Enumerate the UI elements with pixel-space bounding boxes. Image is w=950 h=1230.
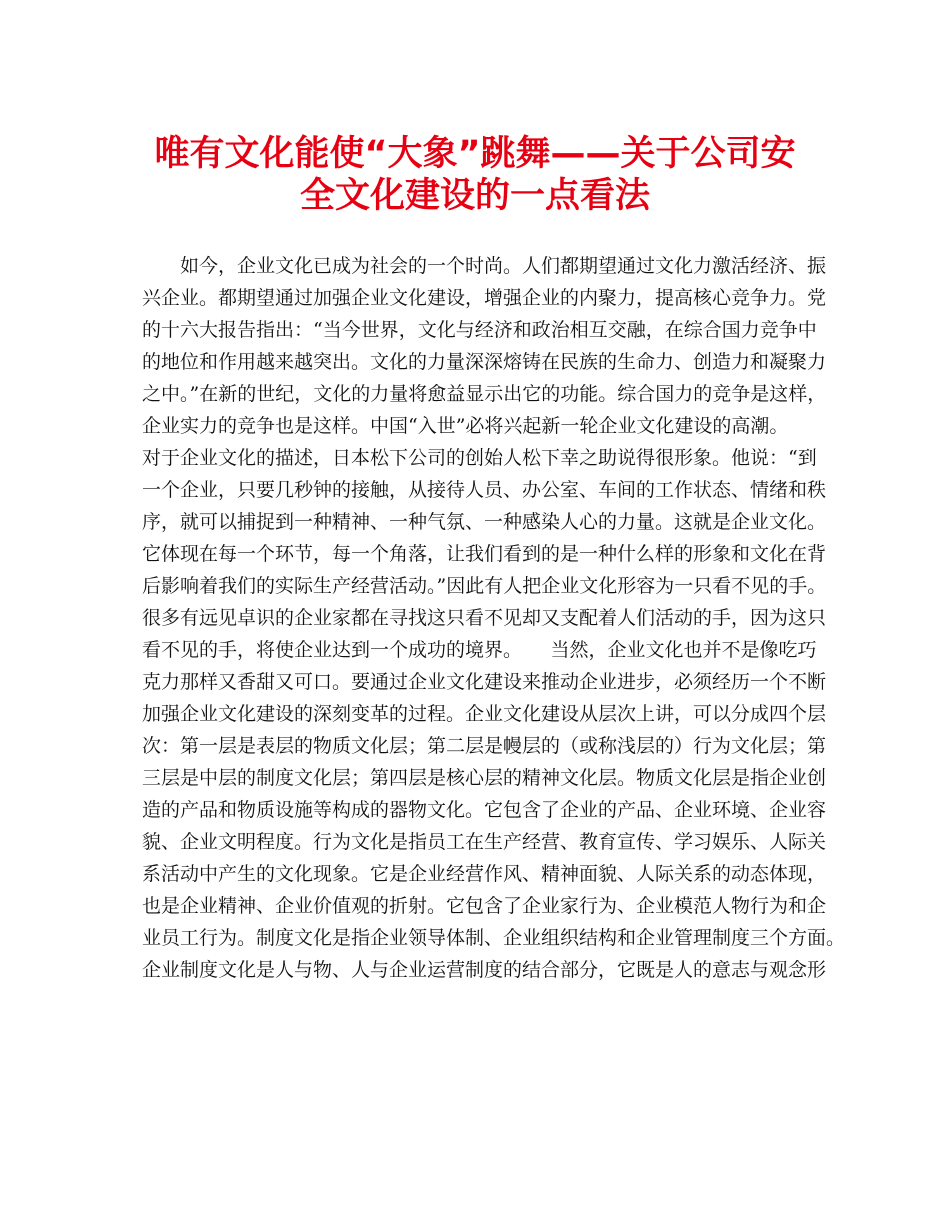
document-title-line-1: 唯有文化能使“大象”跳舞——关于公司安 bbox=[154, 134, 796, 174]
body-line: 的地位和作用越来越突出。文化的力量深深熔铸在民族的生命力、创造力和凝聚力 bbox=[142, 351, 827, 373]
body-line: 的十六大报告指出：“当今世界，文化与经济和政治相互交融，在综合国力竞争中 bbox=[142, 319, 817, 341]
body-line: 看不见的手，将使企业达到一个成功的境界。 当然，企业文化也并不是像吃巧 bbox=[142, 639, 817, 661]
body-line: 也是企业精神、企业价值观的折射。它包含了企业家行为、企业模范人物行为和企 bbox=[142, 895, 827, 917]
document-title-line-2: 全文化建设的一点看法 bbox=[299, 176, 650, 216]
body-line: 加强企业文化建设的深刻变革的过程。企业文化建设从层次上讲，可以分成四个层 bbox=[142, 703, 827, 725]
body-line: 造的产品和物质设施等构成的器物文化。它包含了企业的产品、企业环境、企业容 bbox=[142, 799, 827, 821]
body-line: 一个企业，只要几秒钟的接触，从接待人员、办公室、车间的工作状态、情绪和秩 bbox=[142, 479, 827, 501]
body-line: 如今，企业文化已成为社会的一个时尚。人们都期望通过文化力激活经济、振 bbox=[142, 255, 827, 277]
body-line: 后影响着我们的实际生产经营活动。”因此有人把企业文化形容为一只看不见的手。 bbox=[142, 575, 827, 597]
body-line: 次：第一层是表层的物质文化层；第二层是幔层的（或称浅层的）行为文化层；第 bbox=[142, 735, 827, 757]
body-line: 兴企业。都期望通过加强企业文化建设，增强企业的内聚力，提高核心竞争力。党 bbox=[142, 287, 827, 309]
body-line: 它体现在每一个环节，每一个角落，让我们看到的是一种什么样的形象和文化在背 bbox=[142, 543, 827, 565]
body-line: 对于企业文化的描述，日本松下公司的创始人松下幸之助说得很形象。他说：“到 bbox=[142, 447, 817, 469]
body-line: 系活动中产生的文化现象。它是企业经营作风、精神面貌、人际关系的动态体现， bbox=[142, 863, 827, 885]
body-line: 企业制度文化是人与物、人与企业运营制度的结合部分，它既是人的意志与观念形 bbox=[142, 959, 827, 981]
body-line: 业员工行为。制度文化是指企业领导体制、企业组织结构和企业管理制度三个方面。 bbox=[142, 927, 846, 949]
body-line: 之中。”在新的世纪，文化的力量将愈益显示出它的功能。综合国力的竞争是这样， bbox=[142, 383, 827, 405]
body-line: 貌、企业文明程度。行为文化是指员工在生产经营、教育宣传、学习娱乐、人际关 bbox=[142, 831, 827, 853]
body-line: 三层是中层的制度文化层；第四层是核心层的精神文化层。物质文化层是指企业创 bbox=[142, 767, 827, 789]
body-line: 很多有远见卓识的企业家都在寻找这只看不见却又支配着人们活动的手，因为这只 bbox=[142, 607, 827, 629]
body-line: 企业实力的竞争也是这样。中国“入世”必将兴起新一轮企业文化建设的高潮。 bbox=[142, 415, 789, 437]
body-line: 序，就可以捕捉到一种精神、一种气氛、一种感染人心的力量。这就是企业文化。 bbox=[142, 511, 827, 533]
body-line: 克力那样又香甜又可口。要通过企业文化建设来推动企业进步，必须经历一个不断 bbox=[142, 671, 827, 693]
